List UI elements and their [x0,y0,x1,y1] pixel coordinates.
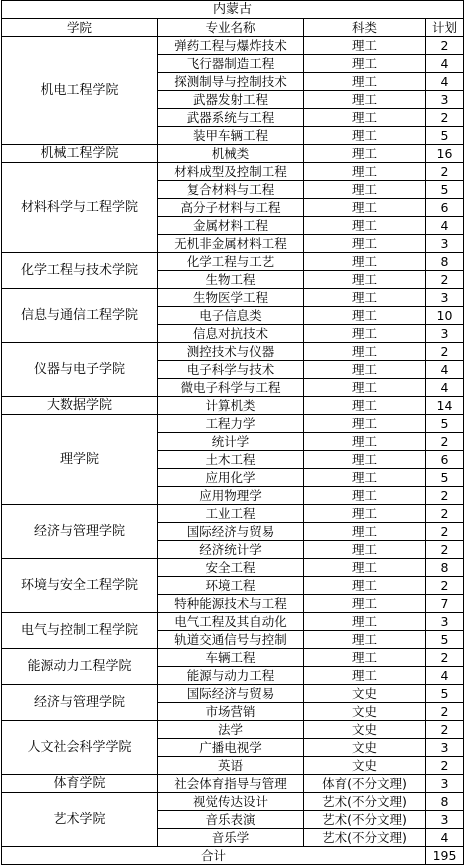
category-cell: 理工 [304,649,426,667]
major-cell: 弹药工程与爆炸技术 [158,37,304,55]
plan-cell: 6 [426,199,464,217]
category-cell: 艺术(不分文理) [304,793,426,811]
college-cell: 经济与管理学院 [2,685,158,721]
plan-cell: 5 [426,181,464,199]
major-cell: 生物医学工程 [158,289,304,307]
plan-cell: 10 [426,307,464,325]
category-cell: 理工 [304,469,426,487]
plan-cell: 5 [426,127,464,145]
plan-cell: 2 [426,541,464,559]
major-cell: 英语 [158,757,304,775]
category-cell: 理工 [304,433,426,451]
table-row [2,613,464,631]
plan-cell: 4 [426,73,464,91]
plan-cell: 16 [426,145,464,163]
major-cell: 音乐学 [158,829,304,847]
category-cell: 理工 [304,343,426,361]
college-cell: 能源动力工程学院 [2,649,158,685]
plan-cell: 5 [426,685,464,703]
header-major: 专业名称 [158,19,304,37]
table-row [2,649,464,667]
category-cell: 理工 [304,109,426,127]
plan-cell: 2 [426,523,464,541]
category-cell: 文史 [304,757,426,775]
category-cell: 理工 [304,127,426,145]
plan-cell: 3 [426,739,464,757]
major-cell: 微电子科学与工程 [158,379,304,397]
category-cell: 理工 [304,595,426,613]
plan-cell: 2 [426,757,464,775]
major-cell: 化学工程与工艺 [158,253,304,271]
category-cell: 理工 [304,451,426,469]
major-cell: 电子科学与技术 [158,361,304,379]
major-cell: 市场营销 [158,703,304,721]
plan-cell: 2 [426,37,464,55]
major-cell: 国际经济与贸易 [158,685,304,703]
plan-cell: 4 [426,829,464,847]
plan-cell: 3 [426,811,464,829]
major-cell: 探测制导与控制技术 [158,73,304,91]
category-cell: 理工 [304,91,426,109]
college-cell: 人文社会科学学院 [2,721,158,775]
table-row [2,253,464,271]
college-cell: 仪器与电子学院 [2,343,158,397]
college-cell: 艺术学院 [2,793,158,847]
plan-cell: 7 [426,595,464,613]
category-cell: 理工 [304,379,426,397]
category-cell: 理工 [304,505,426,523]
plan-cell: 3 [426,325,464,343]
table-row [2,145,464,163]
category-cell: 理工 [304,397,426,415]
plan-cell: 3 [426,613,464,631]
plan-cell: 2 [426,577,464,595]
college-cell: 信息与通信工程学院 [2,289,158,343]
table-row [2,397,464,415]
major-cell: 武器发射工程 [158,91,304,109]
category-cell: 理工 [304,487,426,505]
major-cell: 金属材料工程 [158,217,304,235]
plan-cell: 2 [426,163,464,181]
category-cell: 理工 [304,415,426,433]
major-cell: 应用化学 [158,469,304,487]
plan-cell: 2 [426,343,464,361]
category-cell: 理工 [304,73,426,91]
major-cell: 复合材料与工程 [158,181,304,199]
table-row [2,289,464,307]
category-cell: 理工 [304,541,426,559]
major-cell: 工业工程 [158,505,304,523]
college-cell: 化学工程与技术学院 [2,253,158,289]
major-cell: 社会体育指导与管理 [158,775,304,793]
total-label: 合计 [2,847,426,865]
plan-cell: 3 [426,91,464,109]
major-cell: 特种能源技术与工程 [158,595,304,613]
plan-cell: 5 [426,415,464,433]
category-cell: 艺术(不分文理) [304,829,426,847]
table-row [2,163,464,181]
category-cell: 体育(不分文理) [304,775,426,793]
major-cell: 统计学 [158,433,304,451]
category-cell: 理工 [304,361,426,379]
plan-cell: 6 [426,451,464,469]
category-cell: 艺术(不分文理) [304,811,426,829]
header-college: 学院 [2,19,158,37]
table-row [2,685,464,703]
table-row [2,343,464,361]
major-cell: 计算机类 [158,397,304,415]
major-cell: 视觉传达设计 [158,793,304,811]
plan-cell: 4 [426,217,464,235]
plan-cell: 8 [426,559,464,577]
major-cell: 环境工程 [158,577,304,595]
major-cell: 轨道交通信号与控制 [158,631,304,649]
plan-cell: 2 [426,109,464,127]
category-cell: 理工 [304,523,426,541]
category-cell: 理工 [304,37,426,55]
category-cell: 文史 [304,703,426,721]
table-row [2,775,464,793]
plan-cell: 4 [426,667,464,685]
college-cell: 环境与安全工程学院 [2,559,158,613]
table-row [2,415,464,433]
plan-cell: 14 [426,397,464,415]
plan-cell: 8 [426,253,464,271]
college-cell: 理学院 [2,415,158,505]
college-cell: 电气与控制工程学院 [2,613,158,649]
major-cell: 车辆工程 [158,649,304,667]
college-cell: 机电工程学院 [2,37,158,145]
major-cell: 广播电视学 [158,739,304,757]
category-cell: 理工 [304,217,426,235]
plan-cell: 2 [426,433,464,451]
plan-cell: 5 [426,631,464,649]
major-cell: 电子信息类 [158,307,304,325]
table-row [2,559,464,577]
title-row [2,1,464,19]
college-cell: 大数据学院 [2,397,158,415]
major-cell: 音乐表演 [158,811,304,829]
plan-cell: 4 [426,361,464,379]
plan-cell: 3 [426,775,464,793]
major-cell: 无机非金属材料工程 [158,235,304,253]
college-cell: 体育学院 [2,775,158,793]
category-cell: 理工 [304,271,426,289]
enrollment-plan-table [1,0,464,865]
plan-cell: 2 [426,487,464,505]
plan-cell: 3 [426,235,464,253]
category-cell: 理工 [304,55,426,73]
plan-cell: 2 [426,721,464,739]
category-cell: 文史 [304,739,426,757]
major-cell: 信息对抗技术 [158,325,304,343]
header-plan: 计划 [426,19,464,37]
category-cell: 理工 [304,667,426,685]
college-cell: 材料科学与工程学院 [2,163,158,253]
category-cell: 理工 [304,235,426,253]
category-cell: 理工 [304,289,426,307]
major-cell: 测控技术与仪器 [158,343,304,361]
category-cell: 理工 [304,559,426,577]
college-cell: 经济与管理学院 [2,505,158,559]
total-row [2,847,464,865]
major-cell: 机械类 [158,145,304,163]
category-cell: 理工 [304,253,426,271]
table-row [2,37,464,55]
plan-cell: 4 [426,379,464,397]
major-cell: 能源与动力工程 [158,667,304,685]
category-cell: 理工 [304,199,426,217]
total-value: 195 [426,847,464,865]
category-cell: 理工 [304,181,426,199]
table-row [2,721,464,739]
plan-cell: 2 [426,505,464,523]
college-cell: 机械工程学院 [2,145,158,163]
major-cell: 生物工程 [158,271,304,289]
major-cell: 武器系统与工程 [158,109,304,127]
plan-cell: 5 [426,469,464,487]
header-row [2,19,464,37]
category-cell: 理工 [304,613,426,631]
plan-cell: 2 [426,649,464,667]
category-cell: 文史 [304,685,426,703]
category-cell: 理工 [304,325,426,343]
header-category: 科类 [304,19,426,37]
plan-cell: 3 [426,289,464,307]
major-cell: 应用物理学 [158,487,304,505]
category-cell: 理工 [304,163,426,181]
category-cell: 理工 [304,577,426,595]
major-cell: 安全工程 [158,559,304,577]
category-cell: 理工 [304,631,426,649]
plan-cell: 2 [426,271,464,289]
plan-cell: 4 [426,55,464,73]
major-cell: 国际经济与贸易 [158,523,304,541]
plan-cell: 2 [426,703,464,721]
major-cell: 电气工程及其自动化 [158,613,304,631]
major-cell: 经济统计学 [158,541,304,559]
category-cell: 理工 [304,307,426,325]
category-cell: 理工 [304,145,426,163]
major-cell: 材料成型及控制工程 [158,163,304,181]
table-title: 内蒙古 [2,1,464,19]
major-cell: 土木工程 [158,451,304,469]
major-cell: 高分子材料与工程 [158,199,304,217]
plan-cell: 8 [426,793,464,811]
category-cell: 文史 [304,721,426,739]
major-cell: 工程力学 [158,415,304,433]
major-cell: 飞行器制造工程 [158,55,304,73]
table-row [2,505,464,523]
major-cell: 装甲车辆工程 [158,127,304,145]
table-row [2,793,464,811]
major-cell: 法学 [158,721,304,739]
